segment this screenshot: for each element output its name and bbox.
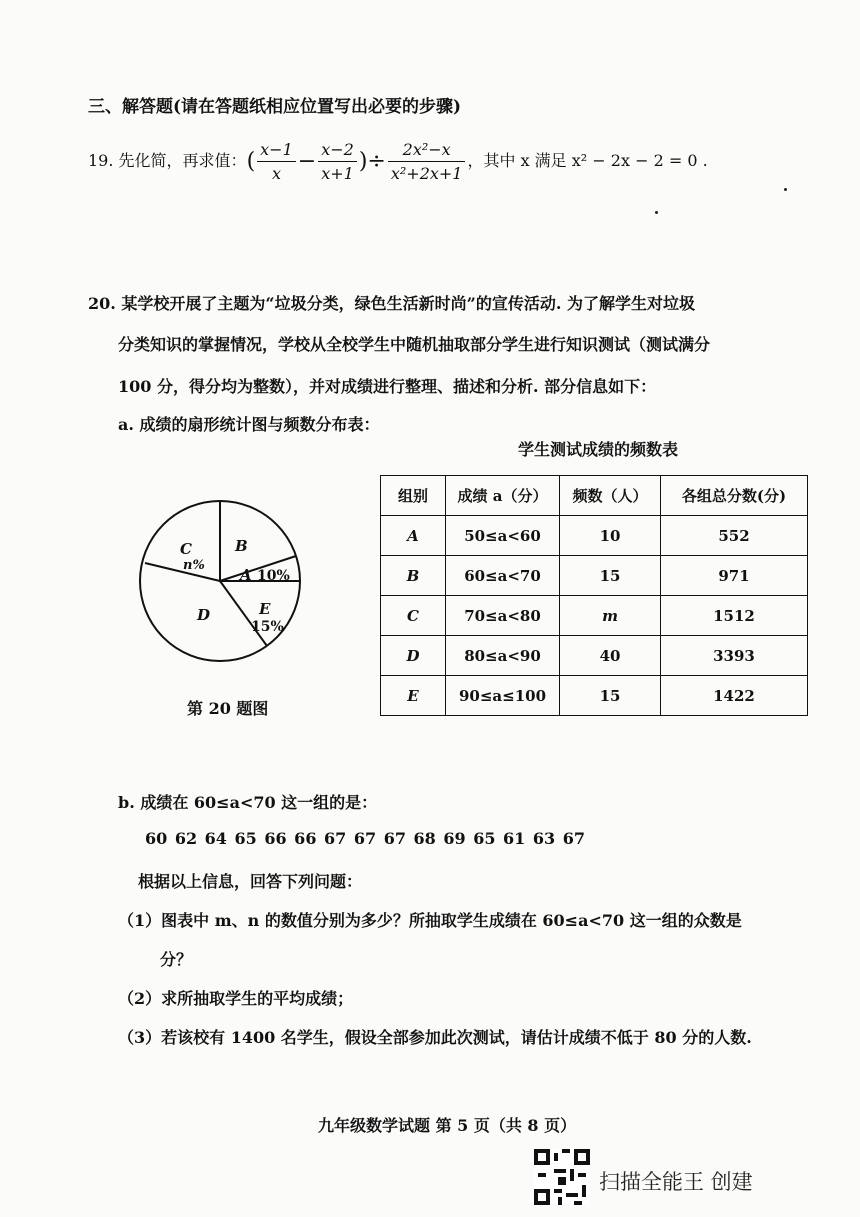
- scan-speck: [655, 211, 658, 214]
- scanner-watermark: 扫描全能王 创建: [599, 1170, 753, 1194]
- fraction-2: [318, 140, 357, 183]
- table-cell: C: [381, 596, 446, 636]
- table-cell: A: [381, 516, 446, 556]
- sub-question-2: （2）求所抽取学生的平均成绩；: [118, 989, 354, 1008]
- paren-close: ): [358, 149, 368, 174]
- table-cell: 40: [560, 636, 661, 676]
- answer-prompt: 根据以上信息，回答下列问题：: [138, 872, 363, 891]
- q19-condition: ，其中 x 满足 x² − 2x − 2 = 0 .: [467, 151, 708, 170]
- table-cell: 50≤a<60: [446, 516, 560, 556]
- q20-part-a: a. 成绩的扇形统计图与频数分布表：: [118, 415, 380, 434]
- fraction-2-denominator: x+1: [321, 164, 354, 183]
- section-title: 三、解答题(请在答题纸相应位置写出必要的步骤): [88, 97, 462, 117]
- q20-line-2: 分类知识的掌握情况，学校从全校学生中随机抽取部分学生进行知识测试（测试满分: [118, 335, 711, 354]
- table-header: 频数（人）: [560, 476, 661, 516]
- fraction-1: [257, 140, 296, 183]
- sub-question-1: （1）图表中 m、n 的数值分别为多少？所抽取学生成绩在 60≤a<70 这一组的众数是: [118, 911, 742, 930]
- pie-chart: [135, 498, 310, 668]
- table-header: 成绩 a（分）: [446, 476, 560, 516]
- table-cell: D: [381, 636, 446, 676]
- table-title: 学生测试成绩的频数表: [518, 440, 679, 459]
- table-row: [381, 556, 808, 596]
- pie-label-c-pct: n%: [183, 558, 205, 573]
- table-cell: E: [381, 676, 446, 716]
- question-19: [88, 140, 708, 183]
- table-cell: 70≤a<80: [446, 596, 560, 636]
- pie-label-d: D: [197, 606, 211, 624]
- frequency-table: [380, 475, 808, 716]
- table-cell: 60≤a<70: [446, 556, 560, 596]
- fraction-2-numerator: x−2: [318, 140, 357, 162]
- paren-open: (: [246, 149, 256, 174]
- pie-label-b: B: [235, 537, 248, 555]
- table-header: 组别: [381, 476, 446, 516]
- q20-part-b: b. 成绩在 60≤a<70 这一组的是：: [118, 793, 378, 812]
- minus-sign: −: [297, 149, 317, 174]
- sub-question-3: （3）若该校有 1400 名学生，假设全部参加此次测试，请估计成绩不低于 80 分的人数.: [118, 1028, 752, 1047]
- q19-lead: 先化简，再求值：: [118, 151, 247, 170]
- table-cell: 1512: [661, 596, 808, 636]
- table-cell: m: [560, 596, 661, 636]
- table-row: [381, 516, 808, 556]
- table-cell: 552: [661, 516, 808, 556]
- table-header: 各组总分数(分): [661, 476, 808, 516]
- scan-speck: [784, 188, 787, 191]
- pie-label-e: E: [259, 600, 271, 618]
- fraction-1-denominator: x: [271, 164, 281, 183]
- qr-code-icon: [534, 1149, 590, 1205]
- table-cell: 15: [560, 556, 661, 596]
- sub-question-1-cont: 分？: [160, 950, 193, 969]
- table-row: [381, 596, 808, 636]
- fraction-3-numerator: 2x²−x: [388, 140, 466, 162]
- table-row: [381, 636, 808, 676]
- q19-number: 19.: [88, 151, 114, 170]
- table-cell: 15: [560, 676, 661, 716]
- fraction-3: [388, 140, 466, 183]
- score-list: 60 62 64 65 66 66 67 67 67 68 69 65 61 63 67: [145, 829, 585, 848]
- q20-line-1: 20. 某学校开展了主题为“垃圾分类，绿色生活新时尚”的宣传活动. 为了解学生对垃圾: [88, 294, 695, 313]
- table-cell: 1422: [661, 676, 808, 716]
- divide-sign: ÷: [367, 149, 386, 174]
- table-cell: 90≤a≤100: [446, 676, 560, 716]
- table-cell: 10: [560, 516, 661, 556]
- pie-label-e-pct: 15%: [251, 619, 284, 635]
- pie-label-a-pct: 10%: [257, 568, 290, 584]
- table-row: [381, 676, 808, 716]
- fraction-3-denominator: x²+2x+1: [390, 164, 463, 183]
- pie-caption: 第 20 题图: [187, 699, 269, 718]
- table-cell: 80≤a<90: [446, 636, 560, 676]
- q20-line-3: 100 分，得分均为整数），并对成绩进行整理、描述和分析. 部分信息如下：: [118, 377, 657, 396]
- pie-label-a: A: [240, 566, 252, 584]
- fraction-1-numerator: x−1: [257, 140, 296, 162]
- table-header-row: [381, 476, 808, 516]
- pie-label-c: C: [180, 540, 192, 558]
- page-footer: 九年级数学试题 第 5 页（共 8 页）: [318, 1116, 577, 1135]
- table-cell: B: [381, 556, 446, 596]
- table-cell: 971: [661, 556, 808, 596]
- table-cell: 3393: [661, 636, 808, 676]
